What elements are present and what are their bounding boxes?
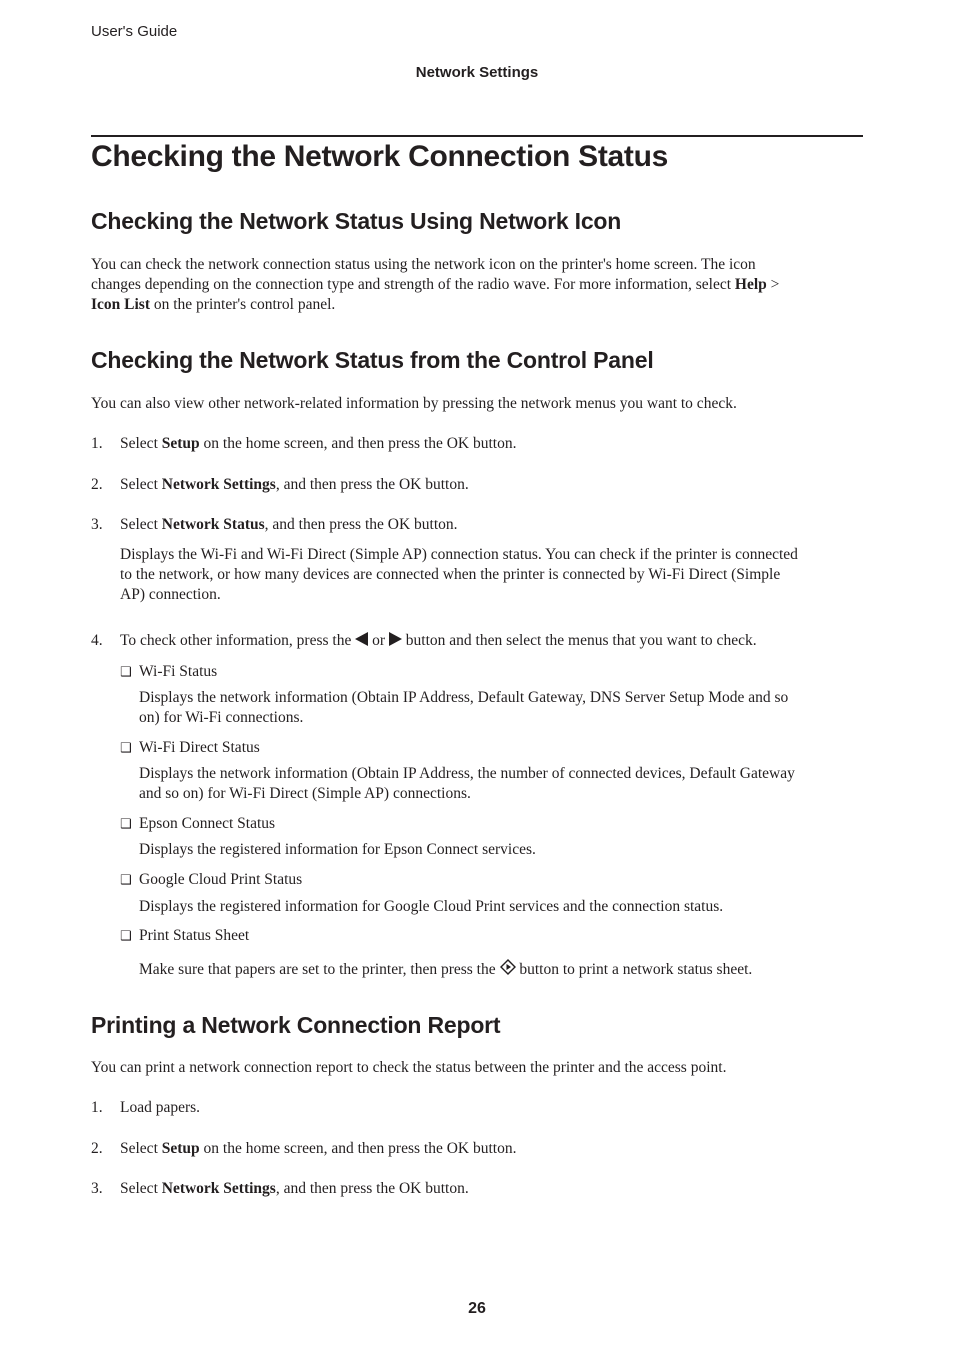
text-run: button to print a network status sheet. [515, 961, 753, 978]
text-run: , and then press the OK button. [275, 1180, 469, 1197]
text-run: on the home screen, and then press the OK button. [199, 1140, 517, 1157]
text-run: Make sure that papers are set to the printer, then press the [139, 961, 500, 978]
bold-term: Network Settings [161, 1180, 276, 1197]
list-item-description: Displays the registered information for Epson Connect services. [139, 841, 536, 858]
list-item-label: Wi-Fi Status [139, 663, 218, 680]
paragraph-line: and so on) for Wi-Fi Direct (Simple AP) connections. [139, 785, 471, 802]
step-number: 1. [91, 435, 103, 452]
text-run: To check other information, press the [120, 632, 356, 649]
bold-term: Setup [161, 435, 200, 452]
section-heading-control-panel: Checking the Network Status from the Control Panel [91, 347, 654, 373]
step-number: 4. [91, 632, 103, 649]
paragraph-line [91, 295, 779, 315]
text-run: on the printer's control panel. [150, 296, 336, 313]
step-number: 2. [91, 1140, 103, 1157]
paragraph-line: Displays the Wi-Fi and Wi-Fi Direct (Simple AP) connection status. You can check if the printer is connected [120, 546, 798, 563]
step-text [120, 631, 757, 651]
checkbox-bullet-icon: ❑ [120, 872, 132, 887]
step-text [120, 515, 458, 535]
list-item-label: Google Cloud Print Status [139, 871, 303, 888]
list-item-label: Print Status Sheet [139, 927, 250, 944]
checkbox-bullet-icon: ❑ [120, 740, 132, 755]
bold-term: Network Status [161, 516, 265, 533]
paragraph-line [91, 275, 779, 295]
checkbox-bullet-icon: ❑ [120, 664, 132, 679]
page-number: 26 [468, 1300, 486, 1317]
section-heading-network-icon: Checking the Network Status Using Network Icon [91, 208, 622, 234]
text-run: Select [120, 1140, 162, 1157]
page-title: Checking the Network Connection Status [91, 140, 668, 173]
text-run: changes depending on the connection type and strength of the radio wave. For more information, select [91, 276, 735, 293]
text-run: Select [120, 1180, 162, 1197]
paragraph-line: on) for Wi-Fi connections. [139, 709, 304, 726]
section-heading-connection-report: Printing a Network Connection Report [91, 1012, 501, 1038]
step-number: 3. [91, 516, 103, 533]
title-rule [91, 135, 863, 137]
step-number: 3. [91, 1180, 103, 1197]
step-text: Load papers. [120, 1099, 201, 1116]
bold-term: Setup [161, 1140, 200, 1157]
list-item-label: Wi-Fi Direct Status [139, 739, 260, 756]
list-item-description [139, 764, 795, 804]
paragraph-line: to the network, or how many devices are connected when the printer is connected by Wi-Fi Direct (Simple [120, 566, 781, 583]
step-text [120, 475, 469, 495]
paragraph-line: Displays the network information (Obtain IP Address, the number of connected devices, Default Gateway [139, 765, 795, 782]
step-text [120, 434, 516, 454]
list-item-description [139, 688, 788, 728]
right-arrow-icon [389, 632, 402, 646]
step-text [120, 1179, 469, 1199]
step3-description [120, 545, 798, 605]
running-header-guide: User's Guide [91, 23, 178, 40]
section3-intro: You can print a network connection report to check the status between the printer and the access point. [91, 1059, 727, 1076]
section2-intro: You can also view other network-related information by pressing the network menus you want to check. [91, 395, 737, 412]
bold-term-help: Help [734, 276, 767, 293]
bold-term: Network Settings [161, 476, 276, 493]
paragraph-line: AP) connection. [120, 586, 221, 603]
text-run: > [766, 276, 780, 293]
text-run: or [368, 632, 389, 649]
paragraph-line: You can check the network connection status using the network icon on the printer's home screen. The icon [91, 256, 756, 273]
checkbox-bullet-icon: ❑ [120, 816, 132, 831]
start-button-icon [500, 959, 516, 975]
text-run: on the home screen, and then press the OK button. [199, 435, 517, 452]
checkbox-bullet-icon: ❑ [120, 928, 132, 943]
running-header-section: Network Settings [415, 64, 539, 81]
step-number: 2. [91, 476, 103, 493]
text-run: , and then press the OK button. [264, 516, 458, 533]
text-run: button and then select the menus that you want to check. [401, 632, 757, 649]
left-arrow-icon [355, 632, 368, 646]
text-run: , and then press the OK button. [275, 476, 469, 493]
text-run: Select [120, 516, 162, 533]
list-item-description: Displays the registered information for Google Cloud Print services and the connection status. [139, 898, 724, 915]
list-item-label: Epson Connect Status [139, 815, 276, 832]
bold-term-icon-list: Icon List [91, 296, 150, 313]
paragraph-line: Displays the network information (Obtain IP Address, Default Gateway, DNS Server Setup Mode and so [139, 689, 789, 706]
step-text [120, 1139, 516, 1159]
step-number: 1. [91, 1099, 103, 1116]
text-run: Select [120, 476, 162, 493]
section1-paragraph [91, 255, 779, 315]
text-run: Select [120, 435, 162, 452]
list-item-description [139, 959, 752, 980]
